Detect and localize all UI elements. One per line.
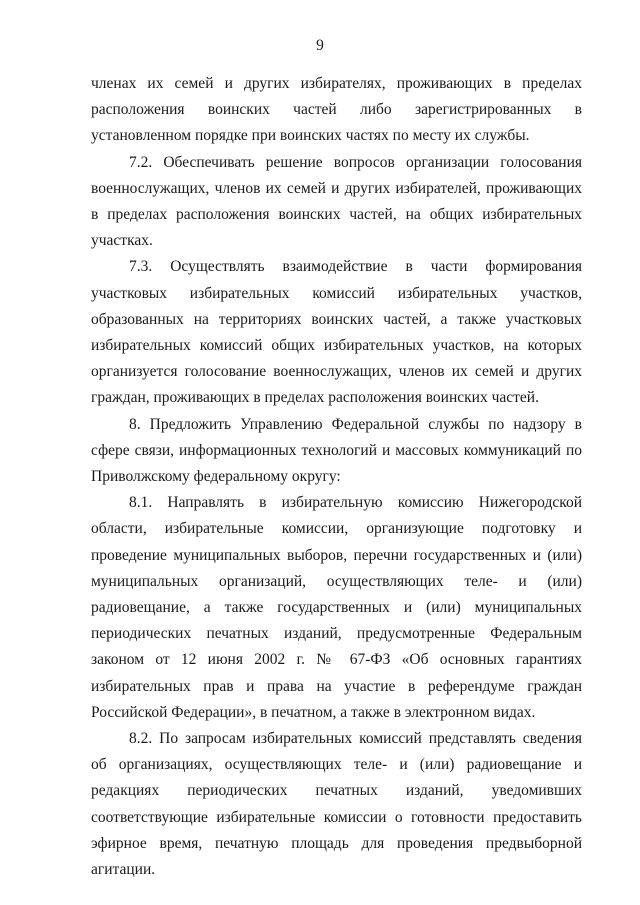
page-number: 9 (316, 37, 324, 54)
paragraph-8: 8. Предложить Управлению Федеральной службы по надзору в сфере связи, информационных технологий и массовых коммуникаций по Приволжскому федеральному округу: (91, 415, 582, 486)
paragraph-8-2: 8.2. По запросам избирательных комиссий представлять сведения об организациях, осуществляющих теле- и (или) радиовещание и редакциях периодических печатных изданий, уведомивших соответствующие избирательные комиссии о готовности предоставить эфирное время, печатную площадь для проведения предвыборной агитации. (91, 730, 582, 879)
paragraph-7-3: 7.3. Осуществлять взаимодействие в части формирования участковых избирательных комиссий избирательных участков, образованных на территориях воинских частей, а также участковых избирательных комиссий общих избирательных участков, на которых организуется голосование военнослужащих, членов их семей и других граждан, проживающих в пределах расположения воинских частей. (91, 258, 582, 407)
paragraph-continuation: членах их семей и других избирателях, проживающих в пределах расположения воинских частей либо зарегистрированных в установленном порядке при воинских частях по месту их службы. (91, 75, 582, 145)
document-body (91, 71, 582, 883)
paragraph-8-1: 8.1. Направлять в избирательную комиссию Нижегородской области, избирательные комиссии, организующие подготовку и проведение муниципальных выборов, перечни государственных и (или) муниципальных организаций, осуществляющих теле- и (или) радиовещание, а также государственных и (или) муниципальных периодических печатных изданий, предусмотренные Федеральным законом от 12 июня 2002 г. № 67-ФЗ «Об основных гарантиях избирательных прав и права на участие в референдуме граждан Российской Федерации», в печатном, а также в электронном видах. (91, 494, 582, 721)
paragraph-7-2: 7.2. Обеспечивать решение вопросов организации голосования военнослужащих, членов их семей и других избирателей, проживающих в пределах расположения воинских частей, на общих избирательных участках. (91, 153, 582, 250)
